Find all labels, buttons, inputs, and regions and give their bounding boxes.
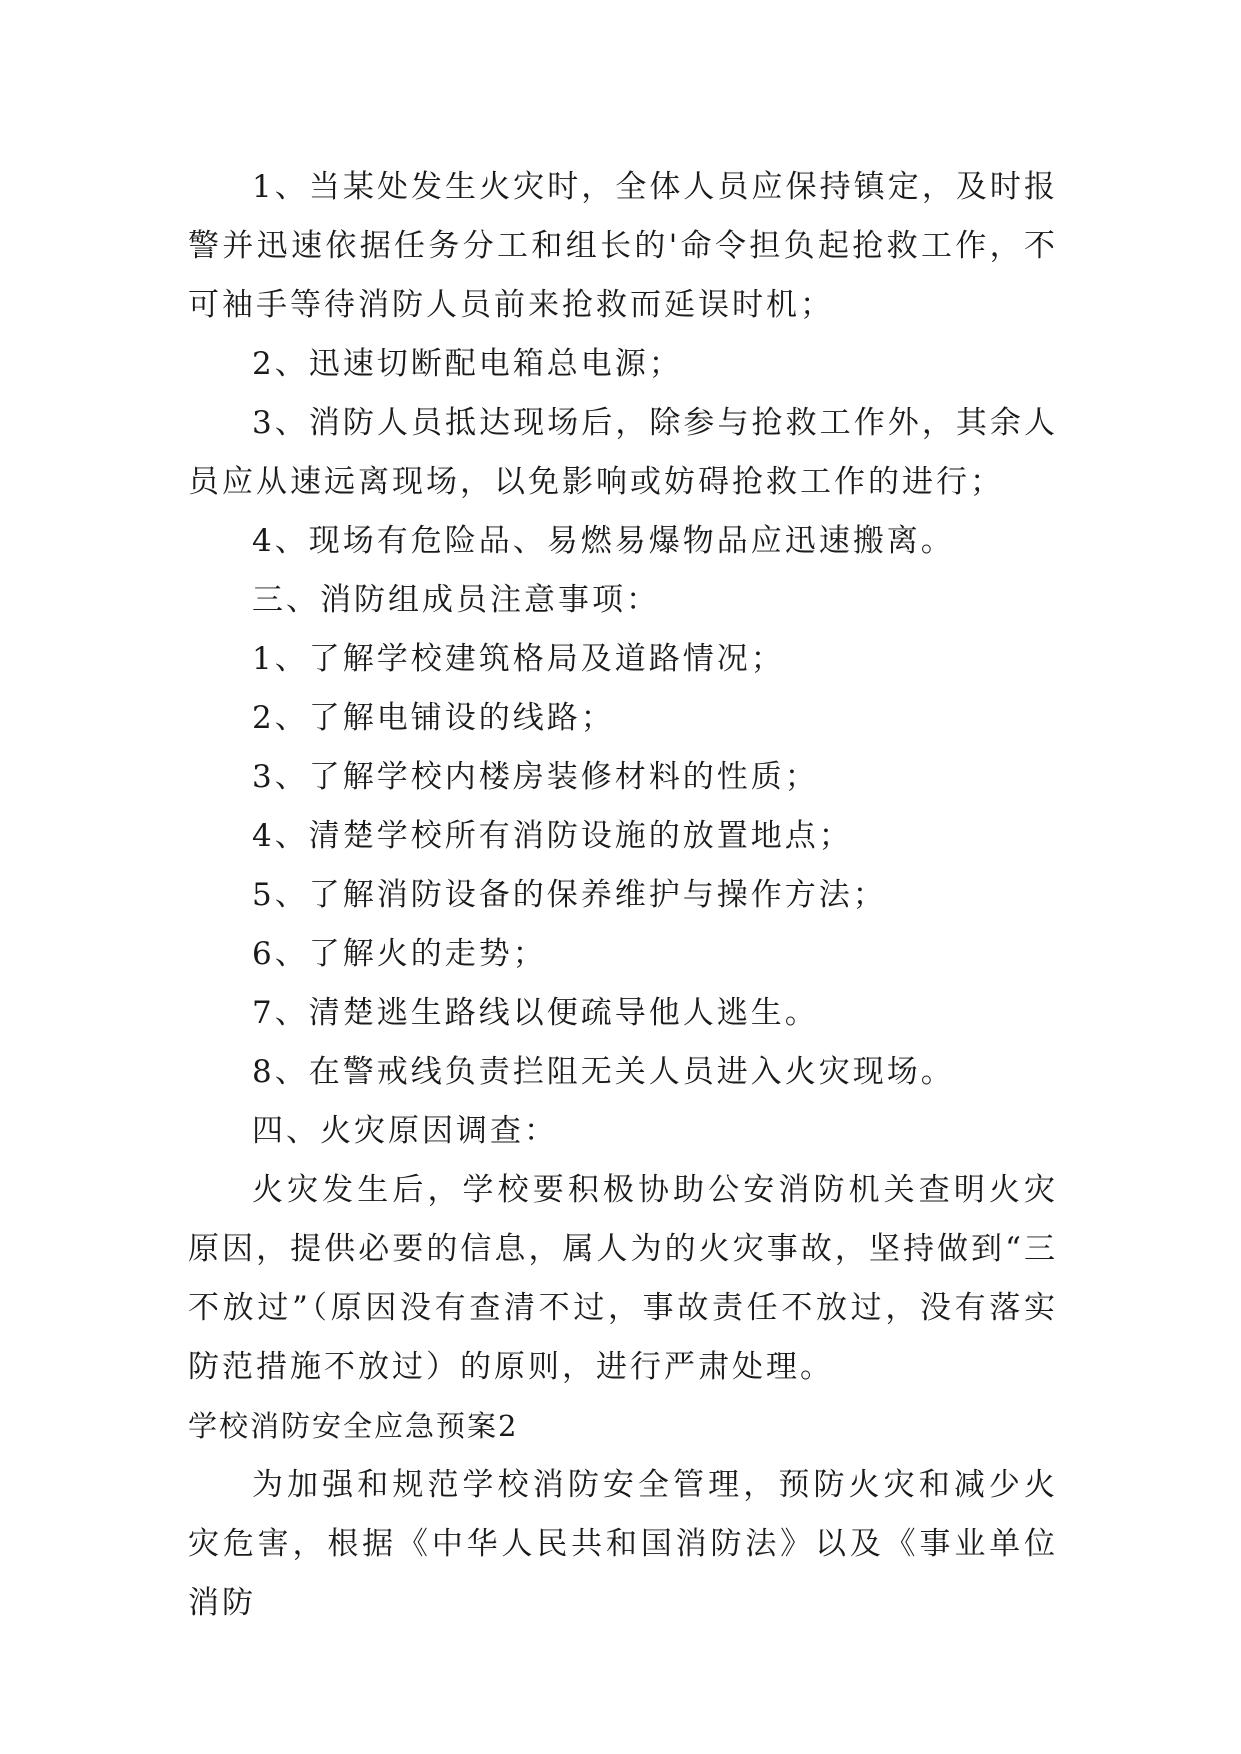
section-title: 学校消防安全应急预案2 (188, 1409, 519, 1443)
list-item-1: 1、了解学校建筑格局及道路情况； (252, 641, 785, 677)
list-item-6: 6、了解火的走势； (252, 936, 547, 972)
document-body (188, 158, 1058, 1633)
paragraph-1: 1、当某处发生火灾时，全体人员应保持镇定，及时报警并迅速依据任务分工和组长的'命令担负起抢救工作，不可袖手等待消防人员前来抢救而延误时机； (188, 169, 1058, 323)
paragraph-4: 4、现场有危险品、易燃易爆物品应迅速搬离。 (252, 523, 955, 559)
list-item-3: 3、了解学校内楼房装修材料的性质； (252, 759, 819, 795)
section-heading-4: 四、火灾原因调查： (252, 1113, 558, 1149)
list-item-4: 4、清楚学校所有消防设施的放置地点； (252, 818, 853, 854)
paragraph-3: 3、消防人员抵达现场后，除参与抢救工作外，其余人员应从速远离现场，以免影响或妨碍抢救工作的进行； (188, 405, 1058, 500)
paragraph-2: 2、迅速切断配电箱总电源； (252, 346, 683, 382)
list-item-2: 2、了解电铺设的线路； (252, 700, 615, 736)
paragraph-investigation: 火灾发生后，学校要积极协助公安消防机关查明火灾原因，提供必要的信息，属人为的火灾事故，坚持做到“三不放过”（原因没有查清不过，事故责任不放过，没有落实防范措施不放过）的原则，进行严肃处理。 (188, 1172, 1058, 1385)
intro-paragraph: 为加强和规范学校消防安全管理，预防火灾和减少火灾危害，根据《中华人民共和国消防法》以及《事业单位消防 (188, 1467, 1058, 1621)
section-heading-3: 三、消防组成员注意事项： (252, 582, 660, 618)
list-item-8: 8、在警戒线负责拦阻无关人员进入火灾现场。 (252, 1054, 955, 1090)
list-item-5: 5、了解消防设备的保养维护与操作方法； (252, 877, 887, 913)
list-item-7: 7、清楚逃生路线以便疏导他人逃生。 (252, 995, 819, 1031)
